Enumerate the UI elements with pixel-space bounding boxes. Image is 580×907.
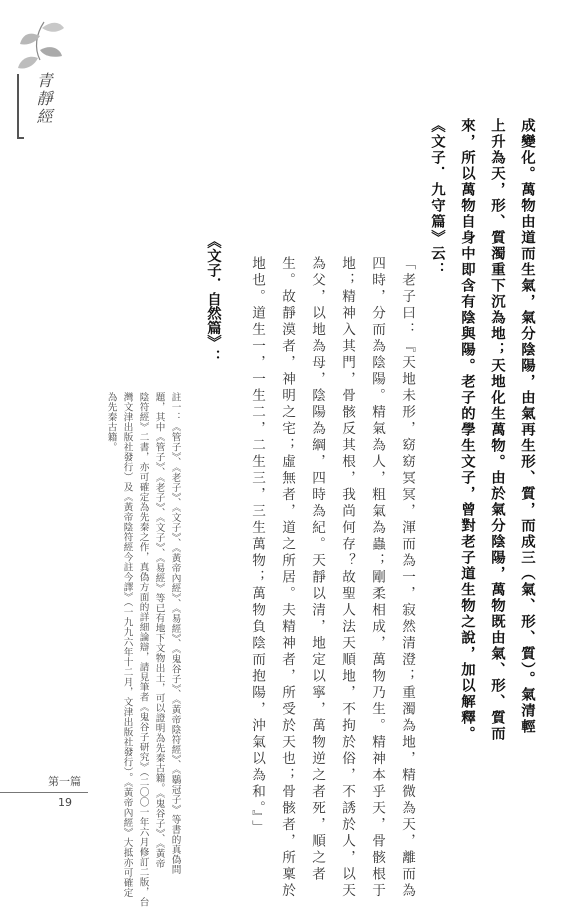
book-logo (14, 14, 72, 154)
running-header (0, 385, 88, 809)
footnote-column: 題，其中《管子》、《老子》、《文子》、《易經》等已有地下文物出土，可以證明為先秦古籍。《鬼谷子》、《黃帝 (153, 392, 165, 869)
quote-column: 地；精神入其門，骨骸反其根，我尚何存？故聖人法天順地，不拘於俗，不誘於人，以天 (339, 256, 355, 900)
section-citation: 《文子．九守篇》云： (429, 118, 446, 278)
footnote-column: 灣文津出版社發行）及《黃帝陰符經今註今譯》（一九九六年十二月，文津出版社發行）。《黃帝內經》大抵亦可確定 (121, 392, 133, 898)
footnote-column: 陰符經》二書，亦可確定為先秦之作，真偽方面的詳細論辯，請見筆者《鬼谷子研究》（二〇〇一年六月修訂二版，台 (137, 392, 149, 907)
body-column: 來，所以萬物自身中即含有陰與陽。老子的學生文子，曾對老子道生物之說，加以解釋。 (459, 118, 476, 742)
header-rule (0, 792, 88, 793)
book-logo-title: 青靜經 (34, 72, 53, 126)
quote-column: 四時，分而為陰陽。精氣為人，粗氣為蟲；剛柔相成，萬物乃生。精神本乎天，骨骸根于 (369, 256, 385, 900)
quote-column: 「老子曰：『天地未形，窈窈冥冥，渾而為一，寂然清澄；重濁為地，精微為天，離而為 (399, 256, 415, 900)
footnote-column: 註一：《管子》、《老子》、《文子》、《黃帝內經》、《易經》、《鬼谷子》、《黃帝陰符經》、《鶡冠子》等書的真偽問 (169, 392, 181, 875)
quote-column: 為父，以地為母，陰陽為綱，四時為紀。天靜以清，地定以寧，萬物逆之者死，順之者 (309, 256, 325, 883)
body-column: 上升為天，形、質濁重下沉為地；天地化生萬物。由於氣分陰陽，萬物既由氣、形、質而 (489, 118, 506, 742)
quote-column: 地也。道生一，一生二，二生三，三生萬物；萬物負陰而抱陽，沖氣以為和。』」 (249, 256, 265, 837)
footnote-column: 為先秦古籍。 (105, 392, 117, 452)
chapter-label: 第一篇 (48, 775, 81, 788)
quote-column: 生。故靜漠者，神明之宅；虛無者，道之所居。夫精神者，所受於天也；骨骸者，所稟於 (279, 256, 295, 900)
body-column: 成變化。萬物由道而生氣，氣分陰陽，由氣再生形、質，而成三（氣、形、質）。氣清輕 (519, 118, 536, 735)
page-number: 19 (58, 796, 72, 809)
section-heading: 《文子．自然篇》： (205, 234, 222, 364)
